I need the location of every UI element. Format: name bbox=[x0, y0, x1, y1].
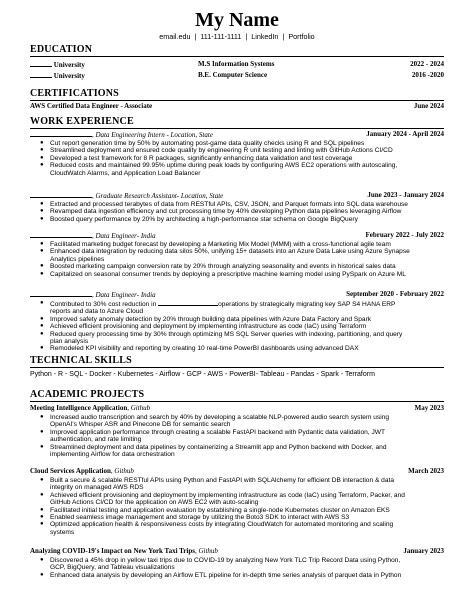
job-dates: February 2022 - July 2022 bbox=[365, 231, 444, 239]
bullet-dot-icon: ● bbox=[40, 270, 44, 277]
bullet-item bbox=[30, 271, 444, 278]
bullet-continuation bbox=[30, 564, 444, 571]
bullet-dot-icon: ● bbox=[40, 300, 44, 306]
project-bullets bbox=[30, 477, 444, 536]
bullet-text: GitHub Actions CI/CD for the application on AWS EC2 with auto-scaling bbox=[50, 499, 259, 507]
bullet-item bbox=[30, 155, 444, 162]
contact-line bbox=[0, 32, 474, 41]
portfolio-link[interactable]: Portfolio bbox=[288, 32, 315, 41]
bullet-item bbox=[30, 323, 444, 330]
bullet-text: reports and data to Azure Cloud bbox=[50, 308, 144, 316]
education-dates: 2016 -2020 bbox=[411, 71, 444, 79]
bullet-dot-icon: ● bbox=[40, 345, 44, 352]
bullet-dot-icon: ● bbox=[40, 241, 44, 247]
job-role: , Data Engineer- India bbox=[92, 232, 156, 240]
bullet-text: systems bbox=[50, 528, 75, 536]
bullet-dot-icon: ● bbox=[40, 162, 44, 169]
bullet-dot-icon: ● bbox=[40, 491, 44, 498]
bullet-text: Achieved efficient provisioning and deployment by implementing infrastructure as code (IaC) using Terraform, Packer, and bbox=[50, 491, 405, 499]
bullet-continuation bbox=[30, 256, 444, 263]
bullet-continuation bbox=[30, 484, 444, 491]
bullet-item bbox=[30, 492, 444, 499]
email-link[interactable]: email.edu bbox=[159, 32, 191, 41]
bullet-dot-icon: ● bbox=[40, 215, 44, 222]
bullet-item bbox=[30, 572, 444, 579]
bullet-dot-icon: ● bbox=[40, 428, 44, 435]
bullet-text: Boosted query performance by 20% by architecting a high-performance star schema on Google BigQuery bbox=[50, 215, 358, 223]
project-title: Analyzing COVID-19's Impact on New York Taxi Trips bbox=[30, 547, 195, 555]
bullet-item bbox=[30, 162, 444, 169]
bullet-dot-icon: ● bbox=[40, 208, 44, 215]
bullet-text: Analytics pipelines bbox=[50, 255, 105, 263]
bullet-item bbox=[30, 263, 444, 270]
bullet-item bbox=[30, 345, 444, 352]
bullet-text: Enabled seamless image management and storage by utilizing the Boto3 SDK to interact with AWS S3 bbox=[50, 514, 350, 522]
separator: | bbox=[282, 32, 285, 41]
bullet-item bbox=[30, 514, 444, 521]
job-bullets bbox=[30, 140, 444, 177]
bullet-text: CloudWatch Alarms, and Application Load Balancer bbox=[50, 169, 201, 177]
bullet-text: Discovered a 45% drop in yellow taxi trips due to COVID-19 by analyzing New York TLC Trip Record Data using Python, bbox=[50, 557, 401, 564]
bullet-item bbox=[30, 521, 444, 528]
bullet-text: authentication, and rate limiting bbox=[50, 436, 142, 444]
bullet-text: Improved safety anomaly detection by 20% through building data pipelines with Azure Data Factory and Spark bbox=[50, 315, 372, 323]
certification-name: AWS Certified Data Engineer - Associate bbox=[30, 102, 153, 110]
job-role: , Data Engineering Intern - Location, State bbox=[92, 131, 213, 139]
bullet-text: Extracted and processed terabytes of data from RESTful APIs, CSV, JSON, and Parquet formats into SQL data warehouse bbox=[50, 201, 408, 208]
bullet-dot-icon: ● bbox=[40, 443, 44, 450]
bullet-text: Enhanced data analysis by developing an Airflow ETL pipeline for in-depth time series analysis of parquet data in Python bbox=[50, 571, 402, 579]
bullet-item bbox=[30, 477, 444, 484]
candidate-name: My Name bbox=[195, 9, 279, 31]
bullet-text: Built a secure & scalable RESTful APIs using Python and FastAPI with SQLAlchemy for efficient DB interaction & data bbox=[50, 477, 395, 484]
degree: M.S Information Systems bbox=[198, 60, 275, 68]
certification-date: June 2024 bbox=[413, 102, 444, 110]
bullet-dot-icon: ● bbox=[40, 414, 44, 420]
bullet-item bbox=[30, 147, 444, 154]
bullet-text: Increased audio transcription and search by 40% by developing a scalable NLP-powered audio search system using bbox=[50, 414, 390, 421]
bullet-text: Facilitated marketing budget forecast by developing a Marketing Mix Model (MMM) with a cross-functional agile team bbox=[50, 241, 391, 248]
separator: | bbox=[194, 32, 197, 41]
job-bullets bbox=[30, 241, 444, 278]
bullet-item bbox=[30, 414, 444, 421]
job-bullets bbox=[30, 201, 444, 223]
bullet-text: Reduced costs and maintained 99.95% uptime during peak loads by configuring AWS EC2 operations with autoscaling, bbox=[50, 162, 398, 170]
bullet-item bbox=[30, 216, 444, 223]
bullet-dot-icon: ● bbox=[40, 571, 44, 578]
certifications-heading: CERTIFICATIONS bbox=[30, 88, 444, 101]
school-name: University bbox=[30, 71, 85, 81]
bullet-dot-icon: ● bbox=[40, 263, 44, 270]
bullet-text: Boosted marketing campaign conversion rate by 20% through analyzing seasonality and events in historical sales data bbox=[50, 263, 396, 271]
bullet-item bbox=[30, 444, 444, 451]
education-dates: 2022 - 2024 bbox=[410, 60, 444, 68]
bullet-item bbox=[30, 316, 444, 323]
technical-skills-heading: TECHNICAL SKILLS bbox=[30, 355, 444, 368]
job-dates: June 2023 - January 2024 bbox=[367, 191, 444, 199]
bullet-text: Facilitated initial testing and application evaluation by establishing a single-node Kubernetes cluster on Amazon EKS bbox=[50, 506, 390, 514]
skills-list: Python - R - SQL - Docker - Kubernetes - Airflow - GCP - AWS - PowerBI- Tableau - Pandas - Spark - Terraform bbox=[30, 371, 375, 378]
bullet-item bbox=[30, 241, 444, 248]
bullet-item bbox=[30, 507, 444, 514]
bullet-continuation bbox=[30, 529, 444, 536]
bullet-item bbox=[30, 140, 444, 147]
bullet-text: Achieved efficient provisioning and deployment by implementing infrastructure as code (IaC) using Terraform bbox=[50, 323, 367, 331]
bullet-text: integrity on managed AWS RDS bbox=[50, 484, 144, 492]
bullet-item bbox=[30, 201, 444, 208]
redacted-blank bbox=[158, 300, 218, 306]
bullet-continuation bbox=[30, 451, 444, 458]
bullet-text: Revamped data ingestion efficiency and cut processing time by 40% developing Python data pipelines leveraging Airflow bbox=[50, 208, 402, 216]
bullet-continuation bbox=[30, 421, 444, 428]
job-role: , Graduate Research Assistant- Location, State bbox=[92, 192, 224, 200]
work-experience-heading: WORK EXPERIENCE bbox=[30, 116, 444, 129]
job-dates: September 2020 - February 2022 bbox=[346, 290, 444, 298]
bullet-item bbox=[30, 208, 444, 215]
bullet-dot-icon: ● bbox=[40, 521, 44, 528]
bullet-item bbox=[30, 300, 444, 308]
github-link[interactable]: , Github bbox=[110, 467, 134, 475]
bullet-text: OpenAI's Whisper ASR and Pinecone DB for semantic search bbox=[50, 421, 231, 429]
bullet-dot-icon: ● bbox=[40, 315, 44, 322]
academic-projects-heading: ACADEMIC PROJECTS bbox=[30, 389, 444, 402]
bullet-dot-icon: ● bbox=[40, 201, 44, 207]
bullet-text: implementing Airflow for data orchestration bbox=[50, 451, 175, 459]
bullet-dot-icon: ● bbox=[40, 514, 44, 521]
project-date: March 2023 bbox=[408, 467, 444, 475]
bullet-text: Cut report generation time by 50% by automating post-game data quality checks using R and SQL pipelines bbox=[50, 140, 365, 147]
bullet-text: Enhanced data integration by reducing data silos 50%, unifying 15+ datasets into an Azure Data Lake using Azure Synapse bbox=[50, 248, 410, 256]
bullet-dot-icon: ● bbox=[40, 323, 44, 330]
bullet-text: Contributed to 30% cost reduction in bbox=[50, 301, 159, 308]
bullet-item bbox=[30, 331, 444, 338]
phone-number: 111-111-1111 bbox=[200, 32, 242, 41]
bullet-continuation bbox=[30, 499, 444, 506]
bullet-dot-icon: ● bbox=[40, 248, 44, 255]
github-link[interactable]: , Github bbox=[194, 547, 218, 555]
bullet-dot-icon: ● bbox=[40, 140, 44, 146]
bullet-dot-icon: ● bbox=[40, 557, 44, 563]
separator: | bbox=[245, 32, 248, 41]
bullet-dot-icon: ● bbox=[40, 330, 44, 337]
bullet-dot-icon: ● bbox=[40, 154, 44, 161]
job-role: , Data Engineer- India bbox=[92, 291, 156, 299]
bullet-text: Capitalized on seasonal consumer trends by deploying a prescriptive machine learning model using PySpark on Azure ML bbox=[50, 270, 406, 278]
bullet-text: Optimized application health & responsiveness costs by integrating CloudWatch for automated monitoring and scaling bbox=[50, 521, 394, 529]
bullet-dot-icon: ● bbox=[40, 147, 44, 154]
linkedin-link[interactable]: LinkedIn bbox=[251, 32, 279, 41]
project-date: January 2023 bbox=[403, 547, 444, 555]
bullet-text: Reduced query processing time by 30% through optimizing MS SQL Server queries with indexing, partitioning, and query bbox=[50, 330, 403, 338]
education-heading: EDUCATION bbox=[30, 44, 444, 57]
bullet-text: Developed a test framework for 8 R packages, significantly enhancing data validation and test coverage bbox=[50, 154, 353, 162]
job-bullets bbox=[30, 300, 444, 353]
bullet-text: plan analysis bbox=[50, 338, 89, 346]
github-link[interactable]: , Github bbox=[127, 404, 151, 412]
bullet-text: operations by strategically migrating key SAP S4 HANA ERP bbox=[218, 301, 396, 308]
bullet-continuation bbox=[30, 308, 444, 315]
bullet-text: Remodeled KPI visibility and reporting by creating 10 real-time PowerBI dashboards using advanced DAX bbox=[50, 345, 359, 353]
degree: B.E. Computer Science bbox=[198, 71, 268, 79]
bullet-continuation bbox=[30, 436, 444, 443]
bullet-item bbox=[30, 248, 444, 255]
bullet-dot-icon: ● bbox=[40, 506, 44, 513]
bullet-text: Improved application performance through creating a scalable FastAPI backend with Pydantic data validation, JWT bbox=[50, 428, 385, 436]
bullet-dot-icon: ● bbox=[40, 477, 44, 483]
project-bullets bbox=[30, 414, 444, 458]
bullet-text: Streamlined deployment and ensured code quality by engineering R unit testing and linting with GitHub Actions CI/CD bbox=[50, 147, 393, 155]
bullet-text: GCP, BigQuery, and Tableau visualizations bbox=[50, 564, 175, 572]
project-title: Cloud Services Application bbox=[30, 467, 111, 475]
bullet-item bbox=[30, 557, 444, 564]
job-dates: January 2024 - April 2024 bbox=[366, 130, 444, 138]
bullet-continuation bbox=[30, 170, 444, 177]
project-bullets bbox=[30, 557, 444, 579]
bullet-continuation bbox=[30, 338, 444, 345]
bullet-text: Streamlined deployment and data pipelines by containerizing a Streamlit app and Python backend with Docker, and bbox=[50, 443, 387, 451]
project-date: May 2023 bbox=[414, 404, 444, 412]
bullet-item bbox=[30, 429, 444, 436]
project-title: Meeting Intelligence Application bbox=[30, 404, 128, 412]
school-name: University bbox=[30, 60, 85, 70]
